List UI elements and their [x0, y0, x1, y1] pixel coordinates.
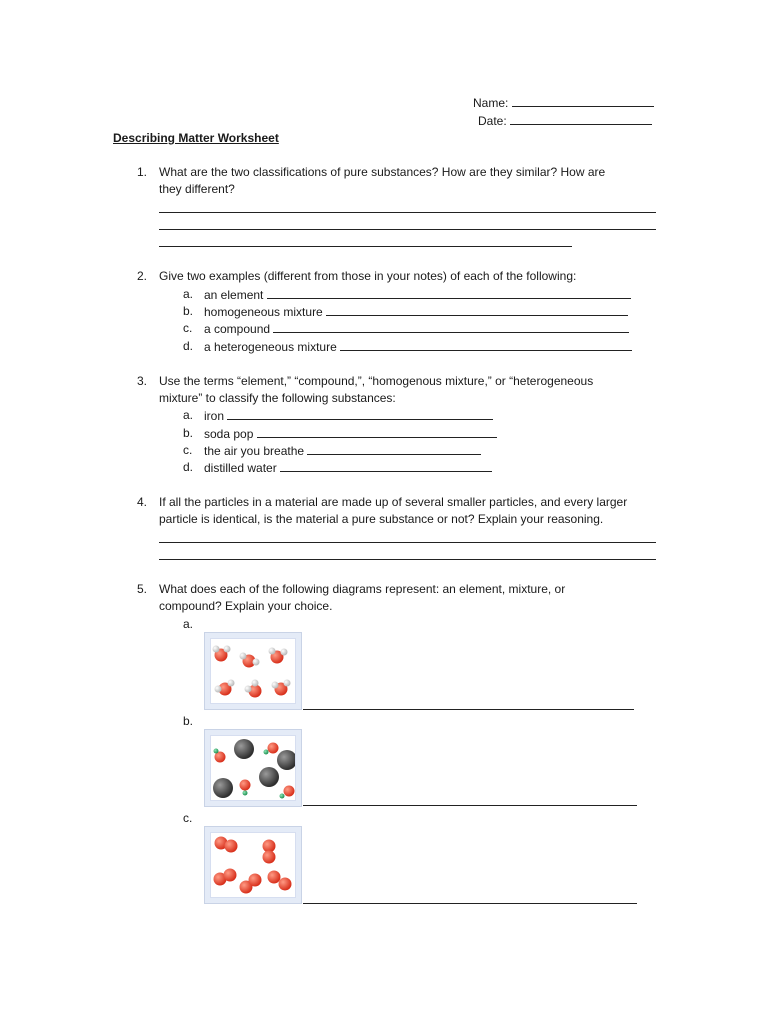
date-blank[interactable] — [510, 113, 652, 125]
q3-item-text: iron — [204, 409, 225, 423]
q2-item — [204, 304, 628, 319]
q2-answer-blank[interactable] — [340, 339, 632, 351]
q2-item — [204, 339, 632, 354]
q2-item-text: a heterogeneous mixture — [204, 340, 337, 354]
q1-answer-line[interactable] — [159, 229, 656, 230]
date-field — [478, 113, 652, 128]
date-label: Date: — [478, 114, 507, 128]
q2-text: Give two examples (different from those in your notes) of each of the following: — [159, 269, 577, 283]
q3-answer-blank[interactable] — [257, 426, 497, 438]
worksheet-title: Describing Matter Worksheet — [113, 131, 279, 145]
q4-text-line2: particle is identical, is the material a pure substance or not? Explain your reasoning. — [159, 512, 604, 526]
q2-number: 2. — [137, 269, 148, 283]
q1-text-line2: they different? — [159, 182, 235, 196]
q4-answer-line[interactable] — [159, 542, 656, 543]
q5c-answer-line[interactable] — [303, 903, 637, 904]
q2-item-letter: d. — [183, 339, 194, 353]
q3-item-letter: d. — [183, 460, 194, 474]
q2-item-text: homogeneous mixture — [204, 305, 323, 319]
diagram-c-frame — [210, 832, 296, 898]
q3-item-text: the air you breathe — [204, 444, 305, 458]
q1-text-line1: What are the two classifications of pure substances? How are they similar? How are — [159, 165, 606, 179]
q3-answer-blank[interactable] — [280, 460, 492, 472]
q2-item-letter: a. — [183, 287, 194, 301]
q1-answer-line[interactable] — [159, 246, 572, 247]
q2-answer-blank[interactable] — [273, 321, 629, 333]
q2-item-letter: c. — [183, 321, 193, 335]
q5b-answer-line[interactable] — [303, 805, 637, 806]
name-label: Name: — [473, 96, 509, 110]
q5-text-line1: What does each of the following diagrams represent: an element, mixture, or — [159, 582, 566, 596]
diagram-b-frame — [210, 735, 296, 801]
q3-item-letter: a. — [183, 408, 194, 422]
q5-item-letter: c. — [183, 811, 193, 825]
q3-answer-blank[interactable] — [307, 443, 481, 455]
name-blank[interactable] — [512, 95, 654, 107]
q5-item-letter: b. — [183, 714, 194, 728]
q5-item-letter: a. — [183, 617, 194, 631]
mixture-particles-image — [211, 736, 295, 800]
q2-item — [204, 321, 629, 336]
diagram-a-frame — [210, 638, 296, 704]
q3-item — [204, 426, 497, 441]
q2-item-letter: b. — [183, 304, 194, 318]
q3-item — [204, 408, 493, 423]
diagram-a-compound-molecules — [204, 632, 302, 710]
q3-number: 3. — [137, 374, 148, 388]
q3-item — [204, 460, 492, 475]
oxygen-molecules-image — [211, 833, 295, 897]
q2-answer-blank[interactable] — [326, 304, 628, 316]
q1-answer-line[interactable] — [159, 212, 656, 213]
q3-item-letter: c. — [183, 443, 193, 457]
q5-number: 5. — [137, 582, 148, 596]
q4-text-line1: If all the particles in a material are made up of several smaller particles, and every larger — [159, 495, 628, 509]
q2-item-text: a compound — [204, 322, 271, 336]
diagram-b-mixture — [204, 729, 302, 807]
q2-item-text: an element — [204, 288, 264, 302]
q5-text-line2: compound? Explain your choice. — [159, 599, 333, 613]
q1-number: 1. — [137, 165, 148, 179]
q5a-answer-line[interactable] — [303, 709, 634, 710]
q3-item-text: soda pop — [204, 427, 254, 441]
q3-text-line2: mixture” to classify the following substances: — [159, 391, 396, 405]
q3-answer-blank[interactable] — [227, 408, 493, 420]
q4-answer-line[interactable] — [159, 559, 656, 560]
q3-text-line1: Use the terms “element,” “compound,”, “homogenous mixture,” or “heterogeneous — [159, 374, 594, 388]
q3-item-letter: b. — [183, 426, 194, 440]
q2-answer-blank[interactable] — [267, 287, 631, 299]
name-field — [473, 95, 654, 110]
q3-item-text: distilled water — [204, 461, 277, 475]
diagram-c-element — [204, 826, 302, 904]
q4-number: 4. — [137, 495, 148, 509]
q2-item — [204, 287, 631, 302]
q3-item — [204, 443, 481, 458]
water-molecules-image — [211, 639, 295, 703]
